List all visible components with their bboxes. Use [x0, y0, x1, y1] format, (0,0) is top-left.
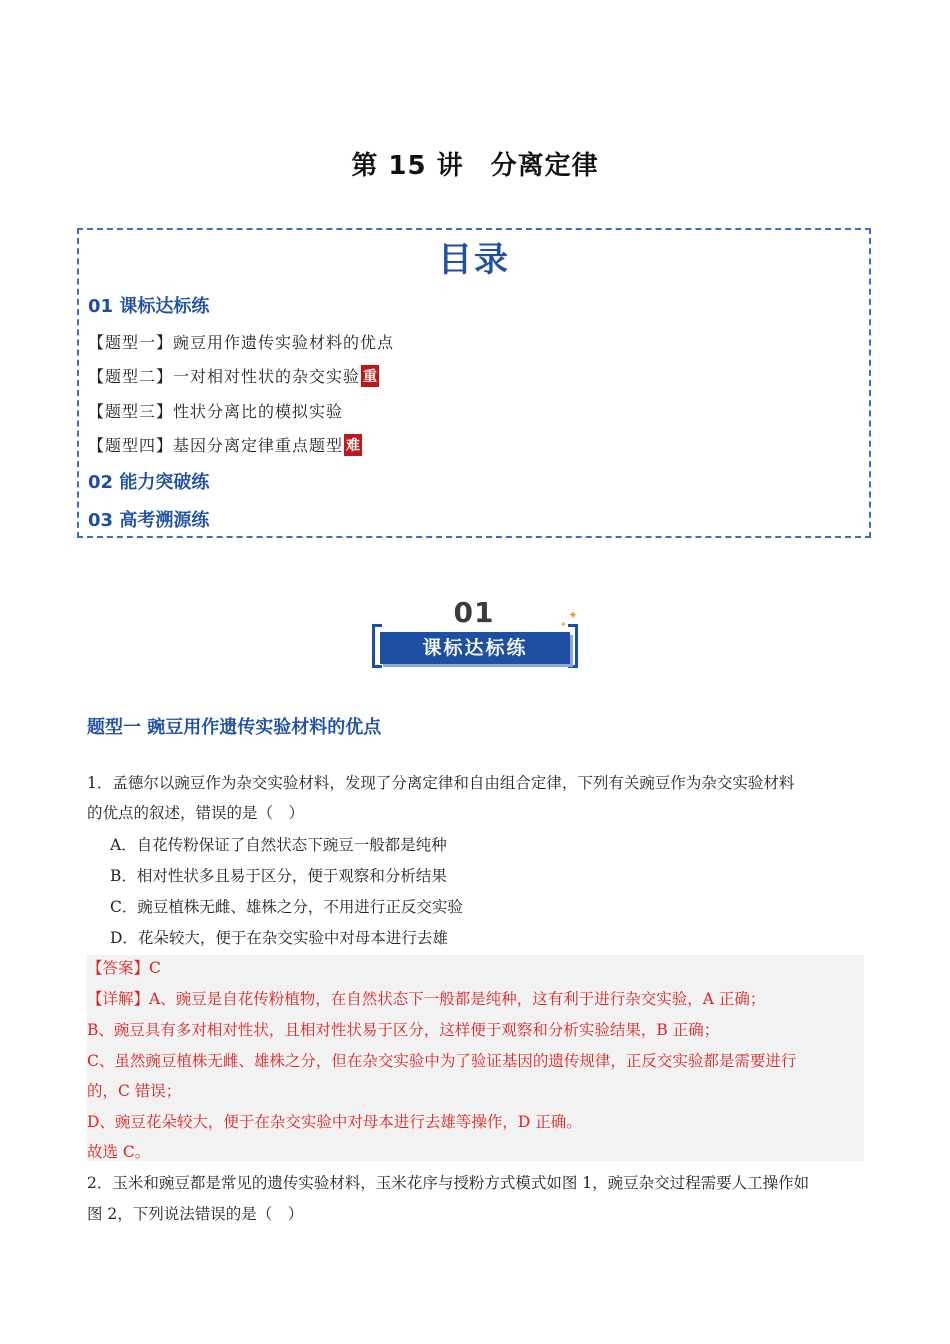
explanation-line: C、虽然豌豆植株无雌、雄株之分，但在杂交实验中为了验证基因的遗传规律，正反交实验都是需要进行	[87, 1052, 797, 1070]
toc-section-2[interactable]: 02 能力突破练	[88, 472, 210, 493]
toc-item-label: 【题型一】豌豆用作遗传实验材料的优点	[88, 333, 395, 352]
option-c: C．豌豆植株无雌、雄株之分，不用进行正反交实验	[110, 898, 463, 916]
toc-section-3[interactable]: 03 高考溯源练	[88, 510, 210, 531]
explanation-line: 故选 C。	[87, 1143, 151, 1161]
difficult-tag: 难	[344, 434, 362, 456]
toc-item-2[interactable]	[88, 364, 379, 387]
explanation-line: 【详解】A、豌豆是自花传粉植物，在自然状态下一般都是纯种，这有利于进行杂交实验，A 正确；	[87, 990, 766, 1008]
section-number: 01	[453, 596, 495, 629]
option-a: A．自花传粉保证了自然状态下豌豆一般都是纯种	[110, 836, 447, 854]
explanation-line: B、豌豆具有多对相对性状，且相对性状易于区分，这样便于观察和分析实验结果，B 正确；	[87, 1021, 720, 1039]
toc-heading: 目录	[438, 240, 510, 280]
page-title: 第 15 讲 分离定律	[351, 151, 599, 181]
toc-item-label: 【题型三】性状分离比的模拟实验	[88, 402, 344, 421]
sparkle-icon: ✦	[560, 620, 567, 629]
toc-section-1[interactable]: 01 课标达标练	[88, 296, 210, 317]
section-heading: 题型一 豌豆用作遗传实验材料的优点	[87, 717, 382, 738]
option-d: D．花朵较大，便于在杂交实验中对母本进行去雄	[110, 929, 448, 947]
key-tag: 重	[361, 365, 379, 387]
question-2-stem: 2．玉米和豌豆都是常见的遗传实验材料，玉米花序与授粉方式模式如图 1，豌豆杂交过程需要人工操作如	[87, 1174, 810, 1192]
explanation-line: D、豌豆花朵较大，便于在杂交实验中对母本进行去雄等操作，D 正确。	[87, 1113, 582, 1131]
toc-item-4[interactable]	[88, 433, 362, 456]
toc-item-label: 【题型四】基因分离定律重点题型	[88, 436, 344, 455]
option-b: B．相对性状多且易于区分，便于观察和分析结果	[110, 867, 447, 885]
toc-item-label: 【题型二】一对相对性状的杂交实验	[88, 367, 361, 386]
question-2-stem-cont: 图 2，下列说法错误的是（ ）	[87, 1205, 304, 1223]
section-badge	[372, 596, 582, 676]
question-1-stem-cont: 的优点的叙述，错误的是（ ）	[87, 804, 305, 822]
toc-item-3[interactable]	[88, 399, 343, 422]
answer: 【答案】C	[87, 959, 161, 977]
section-label: 课标达标练	[422, 637, 528, 659]
toc-item-1[interactable]	[88, 330, 394, 353]
table-of-contents	[77, 228, 871, 538]
explanation-line: 的，C 错误；	[87, 1082, 182, 1100]
question-1-stem: 1．孟德尔以豌豆作为杂交实验材料，发现了分离定律和自由组合定律，下列有关豌豆作为杂交实验材料	[87, 774, 795, 792]
sparkle-icon: ✦	[568, 608, 579, 622]
